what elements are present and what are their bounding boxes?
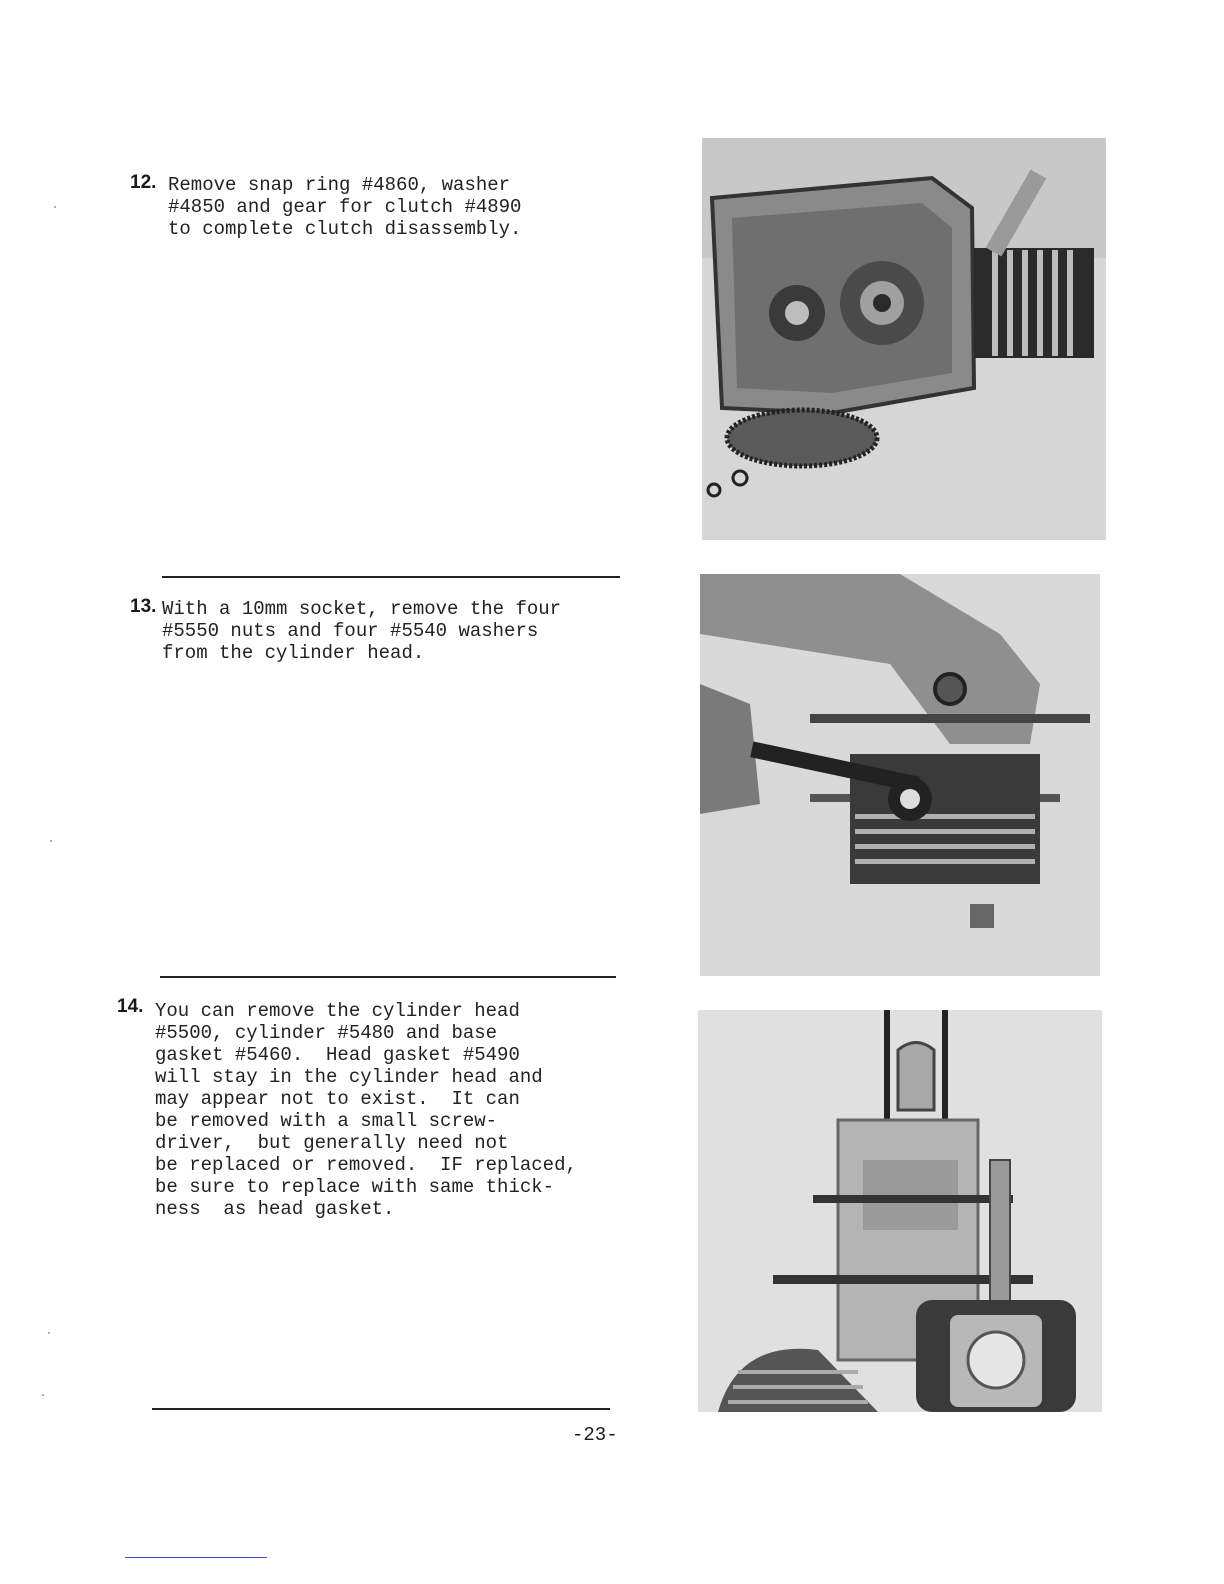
step-number: 13.: [130, 596, 157, 617]
step-instructions: Remove snap ring #4860, washer #4850 and gear for clutch #4890 to complete clutch disassembly.: [168, 174, 522, 240]
step-number: 14.: [117, 996, 144, 1017]
step-number: 12.: [130, 172, 157, 193]
section-divider: [160, 976, 616, 978]
section-divider: [162, 576, 620, 578]
page-number: -23-: [572, 1424, 618, 1446]
scan-speck: [42, 1394, 44, 1396]
step-14: [117, 996, 677, 1236]
step-instructions: With a 10mm socket, remove the four #5550 nuts and four #5540 washers from the cylinder head.: [162, 598, 562, 664]
step-instructions: You can remove the cylinder head #5500, cylinder #5480 and base gasket #5460. Head gasket #5490 will stay in the cylinder head and may appear not to exist. It can be removed with a small screw- driver, but generally need not be replaced or removed. IF replaced, be sure to replace with same thick- ness as head gasket.: [155, 1000, 577, 1220]
scan-speck: [54, 206, 56, 208]
step-12: [130, 172, 650, 272]
clutch-housing-photo: [702, 138, 1106, 540]
scan-speck: [50, 840, 52, 842]
footer-line: [125, 1557, 267, 1558]
cylinder-head-wrench-photo: [700, 574, 1100, 976]
section-divider: [152, 1408, 610, 1410]
cylinder-removed-photo: [698, 1010, 1102, 1412]
step-13: [130, 596, 650, 676]
scan-speck: [48, 1332, 50, 1334]
